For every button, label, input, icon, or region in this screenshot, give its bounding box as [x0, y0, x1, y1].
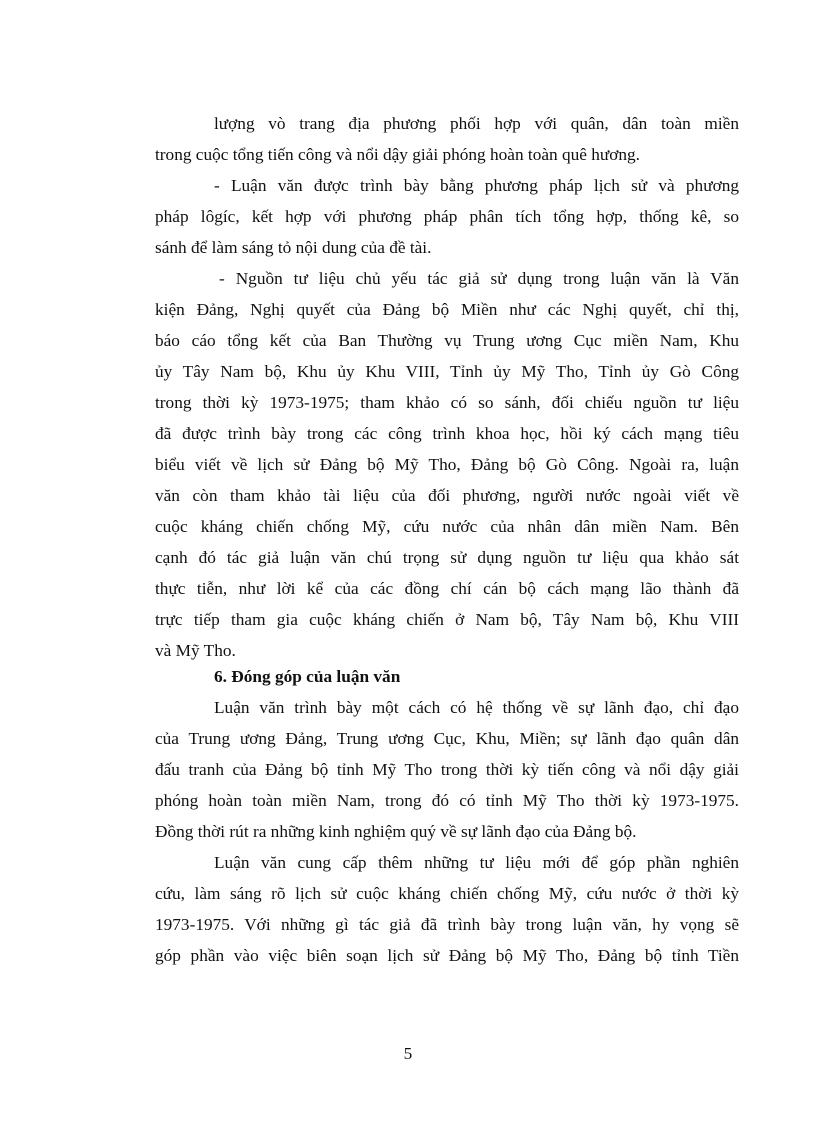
- body-line: góp phần vào việc biên soạn lịch sử Đảng bộ Mỹ Tho, Đảng bộ tỉnh Tiền: [155, 946, 739, 965]
- body-line: đã được trình bày trong các công trình khoa học, hồi ký cách mạng tiêu: [155, 424, 739, 443]
- body-line: cứu, làm sáng rõ lịch sử cuộc kháng chiến chống Mỹ, cứu nước ở thời kỳ: [155, 884, 739, 903]
- body-line: ủy Tây Nam bộ, Khu ủy Khu VIII, Tỉnh ủy Mỹ Tho, Tỉnh ủy Gò Công: [155, 362, 739, 381]
- body-line: kiện Đảng, Nghị quyết của Đảng bộ Miền như các Nghị quyết, chỉ thị,: [155, 300, 739, 319]
- body-line: phóng hoàn toàn miền Nam, trong đó có tỉnh Mỹ Tho thời kỳ 1973-1975.: [155, 791, 739, 810]
- body-line: - Nguồn tư liệu chủ yếu tác giả sử dụng trong luận văn là Văn: [219, 269, 739, 288]
- body-line: lượng vò trang địa phương phối hợp với quân, dân toàn miền: [214, 114, 739, 133]
- body-line: của Trung ương Đảng, Trung ương Cục, Khu, Miền; sự lãnh đạo quân dân: [155, 729, 739, 748]
- body-line: đấu tranh của Đảng bộ tỉnh Mỹ Tho trong thời kỳ tiến công và nổi dậy giải: [155, 760, 739, 779]
- body-line: và Mỹ Tho.: [155, 641, 236, 660]
- body-line: Đồng thời rút ra những kinh nghiệm quý về sự lãnh đạo của Đảng bộ.: [155, 822, 637, 841]
- body-line: Luận văn cung cấp thêm những tư liệu mới để góp phần nghiên: [214, 853, 739, 872]
- section-heading: 6. Đóng góp của luận văn: [214, 667, 401, 686]
- body-line: trong thời kỳ 1973-1975; tham khảo có so sánh, đối chiếu nguồn tư liệu: [155, 393, 739, 412]
- body-line: pháp lôgíc, kết hợp với phương pháp phân tích tổng hợp, thống kê, so: [155, 207, 739, 226]
- body-line: văn còn tham khảo tài liệu của đối phương, người nước ngoài viết về: [155, 486, 739, 505]
- body-line: - Luận văn được trình bày bằng phương pháp lịch sử và phương: [214, 176, 739, 195]
- body-line: trong cuộc tổng tiến công và nổi dậy giải phóng hoàn toàn quê hương.: [155, 145, 640, 164]
- body-line: Luận văn trình bày một cách có hệ thống về sự lãnh đạo, chỉ đạo: [214, 698, 739, 717]
- body-line: biểu viết về lịch sử Đảng bộ Mỹ Tho, Đảng bộ Gò Công. Ngoài ra, luận: [155, 455, 739, 474]
- body-line: sánh để làm sáng tỏ nội dung của đề tài.: [155, 238, 432, 257]
- body-line: cuộc kháng chiến chống Mỹ, cứu nước của nhân dân miền Nam. Bên: [155, 517, 739, 536]
- body-line: thực tiễn, như lời kể của các đồng chí cán bộ cách mạng lão thành đã: [155, 579, 739, 598]
- body-line: trực tiếp tham gia cuộc kháng chiến ở Nam bộ, Tây Nam bộ, Khu VIII: [155, 610, 739, 629]
- body-line: báo cáo tổng kết của Ban Thường vụ Trung ương Cục miền Nam, Khu: [155, 331, 739, 350]
- page-number: 5: [403, 1044, 413, 1063]
- body-line: cạnh đó tác giả luận văn chú trọng sử dụng nguồn tư liệu qua khảo sát: [155, 548, 739, 567]
- body-line: 1973-1975. Với những gì tác giả đã trình bày trong luận văn, hy vọng sẽ: [155, 915, 739, 934]
